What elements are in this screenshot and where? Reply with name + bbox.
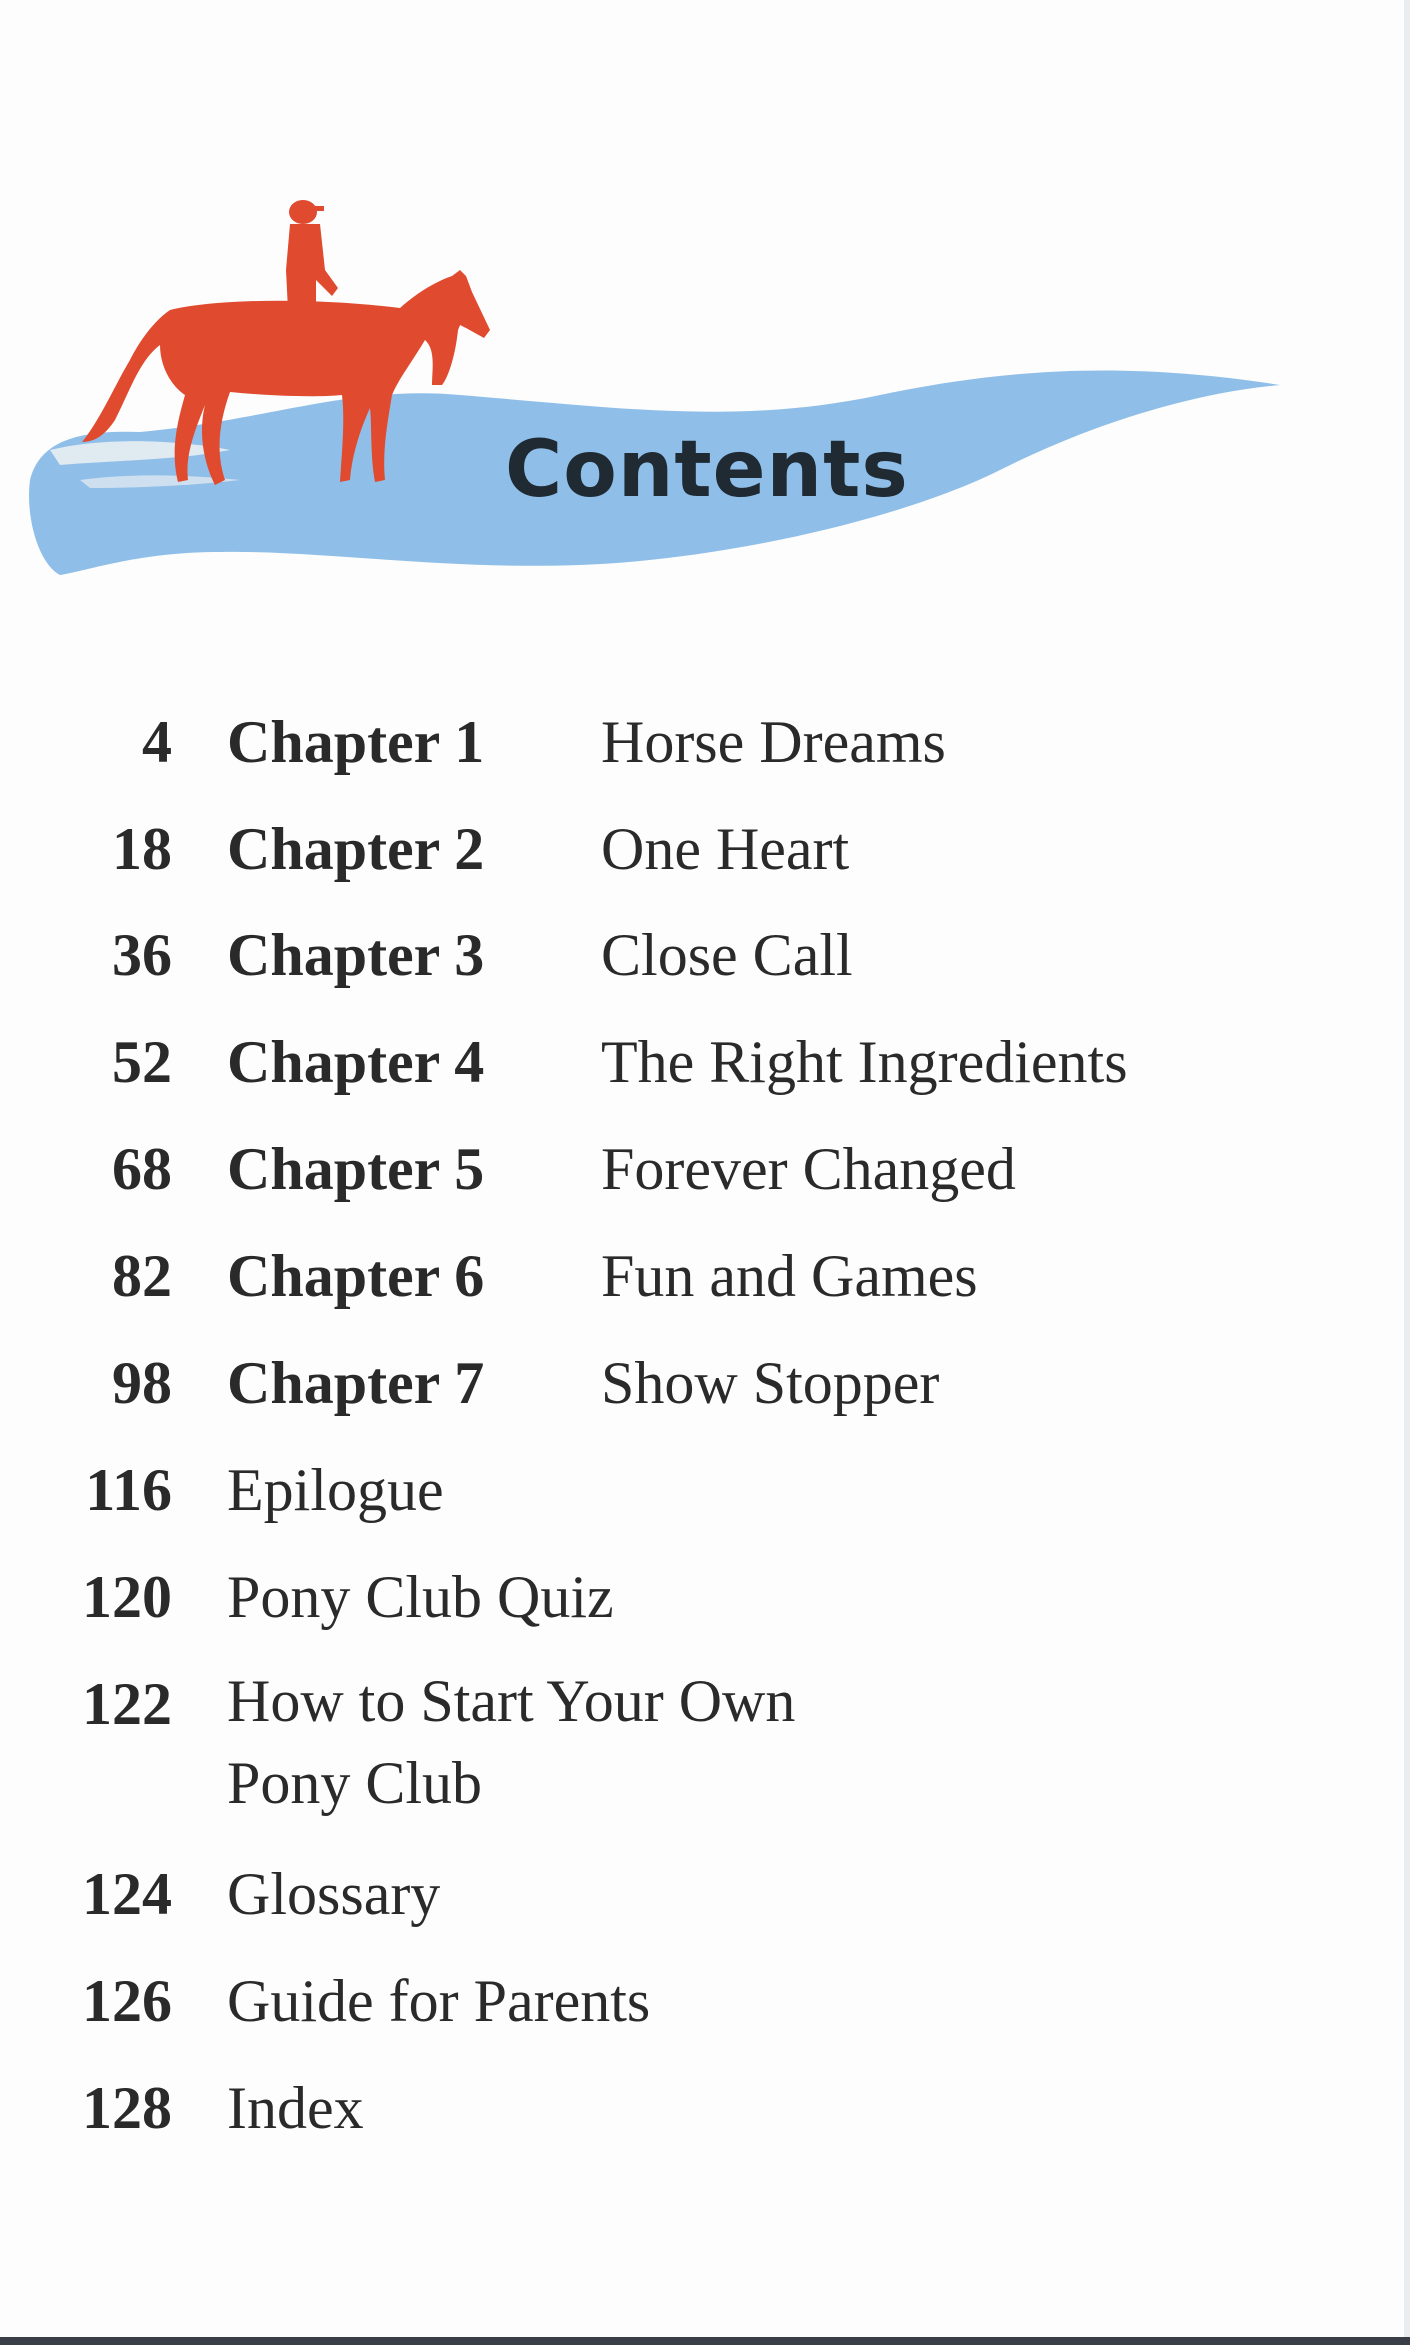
toc-row-start-pony-club[interactable]	[0, 1670, 1410, 1840]
toc-row-guide-for-parents[interactable]	[0, 1967, 1410, 2057]
toc-section-title: Index	[227, 2075, 364, 2141]
toc-chapter-title: Horse Dreams	[601, 709, 946, 775]
toc-page-number: 82	[112, 1243, 172, 1309]
contents-heading: Contents	[505, 425, 909, 515]
toc-row-chapter-4[interactable]	[0, 1028, 1410, 1118]
toc-row-chapter-1[interactable]	[0, 708, 1410, 798]
toc-section-title: Glossary	[227, 1861, 441, 1927]
toc-page-number: 52	[112, 1029, 172, 1095]
toc-row-pony-club-quiz[interactable]	[0, 1563, 1410, 1653]
toc-chapter-title: Close Call	[601, 922, 853, 988]
toc-chapter-label: Chapter 4	[227, 1029, 485, 1095]
toc-section-title: Epilogue	[227, 1457, 444, 1523]
toc-chapter-label: Chapter 3	[227, 922, 485, 988]
toc-page-number: 128	[82, 2075, 172, 2141]
toc-page-number: 124	[82, 1861, 172, 1927]
toc-section-title: How to Start Your Own Pony Club	[227, 1668, 796, 1816]
toc-chapter-title: Forever Changed	[601, 1136, 1016, 1202]
toc-row-chapter-7[interactable]	[0, 1349, 1410, 1439]
toc-page-number: 98	[112, 1350, 172, 1416]
toc-row-epilogue[interactable]	[0, 1456, 1410, 1546]
toc-page-number: 68	[112, 1136, 172, 1202]
toc-chapter-label: Chapter 6	[227, 1243, 485, 1309]
toc-page-number: 116	[85, 1457, 172, 1523]
toc-page-number: 120	[82, 1564, 172, 1630]
toc-chapter-title: Show Stopper	[601, 1350, 940, 1416]
toc-row-chapter-6[interactable]	[0, 1242, 1410, 1332]
toc-chapter-label: Chapter 5	[227, 1136, 485, 1202]
toc-chapter-title: The Right Ingredients	[601, 1029, 1128, 1095]
toc-row-glossary[interactable]	[0, 1860, 1410, 1950]
toc-page-number: 36	[112, 922, 172, 988]
toc-chapter-label: Chapter 1	[227, 709, 485, 775]
toc-page-number: 126	[82, 1968, 172, 2034]
toc-chapter-title: One Heart	[601, 816, 850, 882]
toc-chapter-label: Chapter 7	[227, 1350, 485, 1416]
toc-chapter-title: Fun and Games	[601, 1243, 978, 1309]
toc-row-chapter-2[interactable]	[0, 815, 1410, 905]
toc-page-number: 4	[142, 709, 172, 775]
toc-page-number: 18	[112, 816, 172, 882]
toc-section-title: Pony Club Quiz	[227, 1564, 614, 1630]
toc-row-chapter-5[interactable]	[0, 1135, 1410, 1225]
toc-row-chapter-3[interactable]	[0, 921, 1410, 1011]
toc-page-number: 122	[82, 1671, 172, 1737]
toc-row-index[interactable]	[0, 2074, 1410, 2164]
toc-section-title: Guide for Parents	[227, 1968, 651, 2034]
toc-chapter-label: Chapter 2	[227, 816, 485, 882]
